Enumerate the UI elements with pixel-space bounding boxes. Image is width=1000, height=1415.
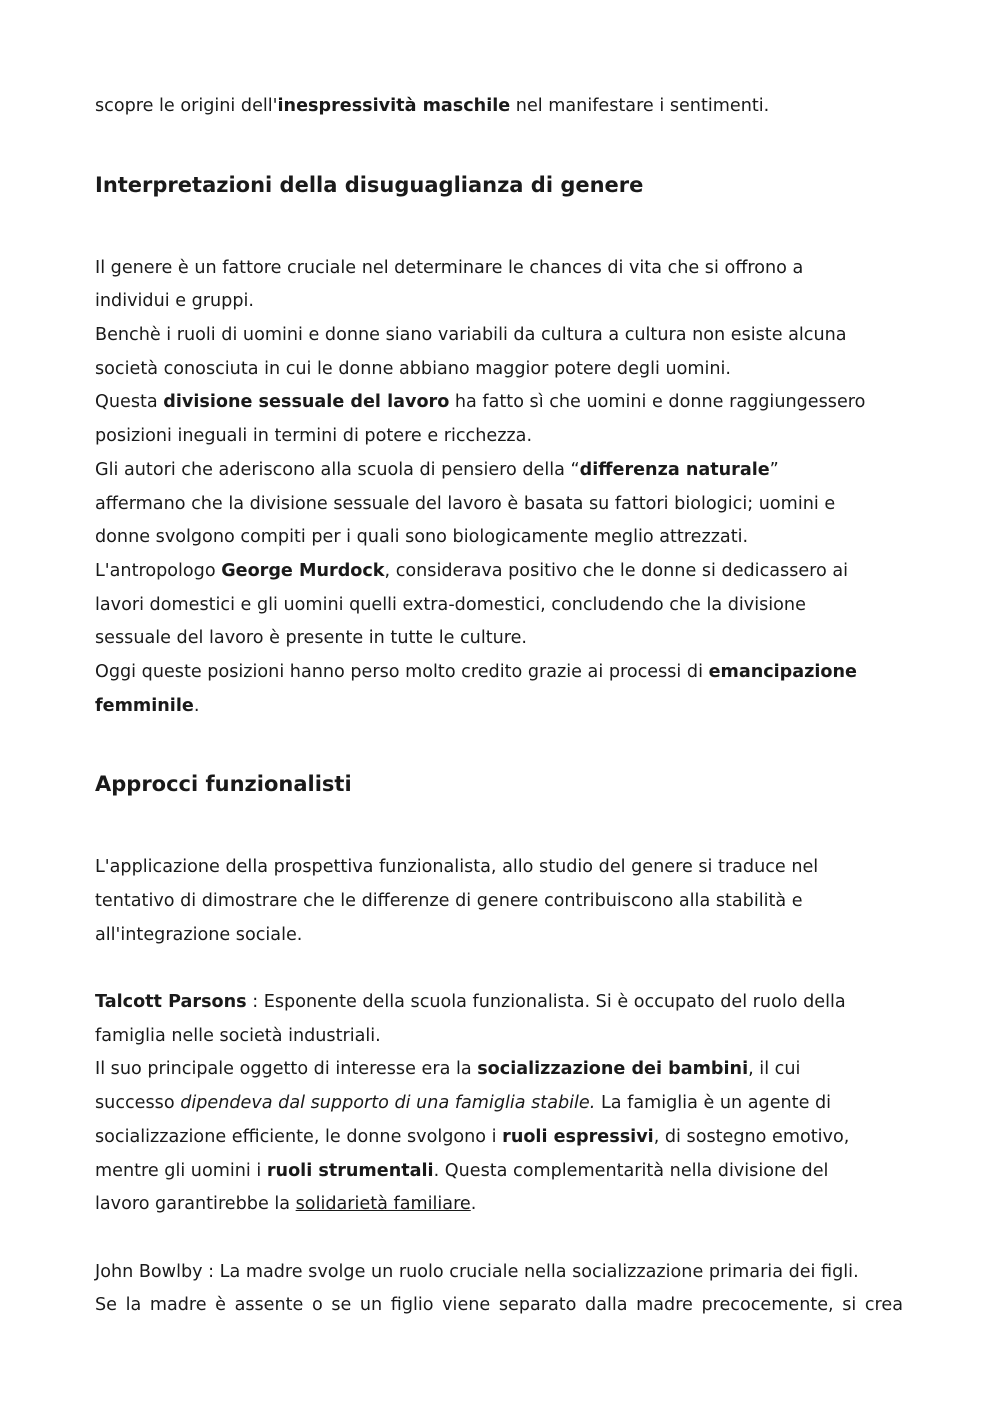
name-george-murdock: George Murdock: [221, 560, 385, 581]
text-span: Oggi queste posizioni hanno perso molto credito grazie ai processi di: [95, 661, 709, 682]
term-divisione-sessuale: divisione sessuale del lavoro: [163, 392, 450, 413]
text-span: successo: [95, 1093, 181, 1114]
section-heading-funzionalisti: Approcci funzionalisti: [95, 772, 352, 797]
underlined-solidarieta-familiare: solidarietà familiare: [295, 1194, 471, 1215]
text-span: Gli autori che aderiscono alla scuola di pensiero della “: [95, 459, 580, 480]
term-femminile: femminile: [95, 695, 194, 716]
text-span: , considerava positivo che le donne si dedicassero ai: [384, 560, 849, 581]
text-line: [95, 1053, 907, 1087]
text-line: [95, 690, 907, 724]
text-line: [95, 986, 907, 1020]
text-span: .: [193, 695, 200, 716]
term-socializzazione-bambini: socializzazione dei bambini: [477, 1059, 749, 1080]
intro-text-1: scopre le origini dell': [95, 96, 278, 116]
text-span: , il cui: [748, 1059, 801, 1080]
text-line: [95, 454, 907, 488]
text-line: individui e gruppi.: [95, 291, 254, 312]
text-span: .: [470, 1194, 477, 1215]
text-line: [95, 656, 907, 690]
text-line: Benchè i ruoli di uomini e donne siano variabili da cultura a cultura non esiste alcuna: [95, 325, 847, 346]
term-emancipazione: emancipazione: [708, 661, 857, 682]
section-heading-disuguaglianza: Interpretazioni della disuguaglianza di genere: [95, 172, 644, 197]
text-line: lavori domestici e gli uomini quelli extra-domestici, concludendo che la divisione: [95, 594, 806, 615]
text-line: [95, 1087, 907, 1121]
term-ruoli-espressivi: ruoli espressivi: [502, 1126, 654, 1147]
text-span: L'antropologo: [95, 560, 222, 581]
document-page: [95, 90, 907, 1323]
text-line: società conosciuta in cui le donne abbiano maggior potere degli uomini.: [95, 358, 732, 379]
text-line: John Bowlby : La madre svolge un ruolo cruciale nella socializzazione primaria dei figli.: [95, 1261, 859, 1282]
intro-text-2: nel manifestare i sentimenti.: [510, 96, 770, 116]
text-span: mentre gli uomini i: [95, 1160, 267, 1181]
text-line: affermano che la divisione sessuale del lavoro è basata su fattori biologici; uomini e: [95, 493, 836, 514]
text-line: L'applicazione della prospettiva funzionalista, allo studio del genere si traduce nel: [95, 857, 819, 878]
term-ruoli-strumentali: ruoli strumentali: [266, 1160, 434, 1181]
text-line: [95, 1121, 907, 1155]
text-line: Se la madre è assente o se un figlio viene separato dalla madre precocemente, si crea: [95, 1295, 903, 1316]
text-line: sessuale del lavoro è presente in tutte le culture.: [95, 628, 528, 649]
text-span: socializzazione efficiente, le donne svolgono i: [95, 1126, 503, 1147]
text-span: Il suo principale oggetto di interesse era la: [95, 1059, 478, 1080]
term-differenza-naturale: differenza naturale: [579, 459, 770, 480]
text-span: Questa: [95, 392, 164, 413]
text-line: donne svolgono compiti per i quali sono biologicamente meglio attrezzati.: [95, 527, 749, 548]
text-line: tentativo di dimostrare che le differenze di genere contribuiscono alla stabilità e: [95, 891, 803, 911]
text-line: [95, 1155, 907, 1189]
paragraph-parsons: [95, 986, 907, 1222]
text-line: Il genere è un fattore cruciale nel determinare le chances di vita che si offrono a: [95, 257, 804, 278]
paragraph-bowlby: [95, 1256, 907, 1323]
text-line: [95, 555, 907, 589]
text-span: ”: [769, 459, 779, 480]
intro-line: [95, 90, 907, 124]
italic-famiglia-stabile: dipendeva dal supporto di una famiglia stabile.: [180, 1093, 596, 1114]
text-span: ha fatto sì che uomini e donne raggiungessero: [449, 392, 866, 413]
paragraph-funzionalisti-intro: [95, 851, 907, 952]
text-line: posizioni ineguali in termini di potere e ricchezza.: [95, 426, 533, 447]
name-talcott-parsons: Talcott Parsons: [95, 992, 247, 1013]
text-span: lavoro garantirebbe la: [95, 1194, 296, 1215]
text-span: : Esponente della scuola funzionalista. Si è occupato del ruolo della: [246, 992, 846, 1013]
text-span: La famiglia è un agente di: [595, 1093, 832, 1114]
text-span: . Questa complementarità nella divisione del: [433, 1160, 829, 1181]
paragraph-disuguaglianza: [95, 252, 907, 724]
text-span: , di sostegno emotivo,: [653, 1126, 850, 1147]
intro-bold: inespressività maschile: [277, 96, 511, 116]
text-line: all'integrazione sociale.: [95, 924, 303, 945]
text-line: famiglia nelle società industriali.: [95, 1025, 381, 1046]
text-line: [95, 386, 907, 420]
text-line: [95, 1188, 907, 1222]
